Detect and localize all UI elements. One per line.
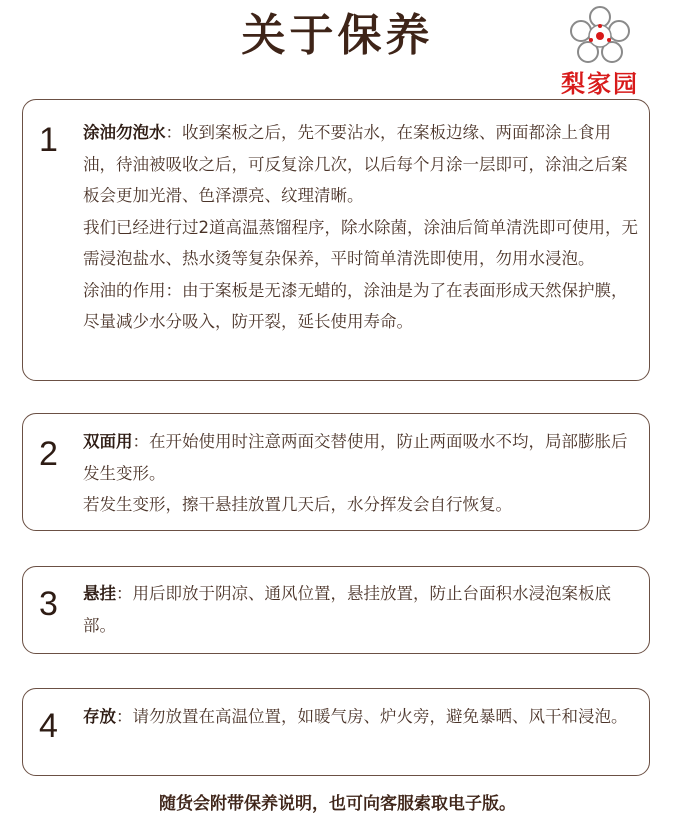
item-text: ：收到案板之后，先不要沾水，在案板边缘、两面都涂上食用油，待油被吸收之后，可反复涂几次，以后每个月涂一层即可，涂油之后案板会更加光滑、色泽漂亮、纹理清晰。 — [83, 123, 628, 205]
care-item-card — [22, 688, 650, 776]
care-item-card — [22, 413, 650, 531]
care-item-card — [22, 566, 650, 654]
item-paragraph: 若发生变形，擦干悬挂放置几天后，水分挥发会自行恢复。 — [83, 495, 512, 514]
item-text: ：请勿放置在高温位置，如暖气房、炉火旁，避免暴晒、风干和浸泡。 — [116, 707, 628, 726]
item-paragraph: 涂油的作用：由于案板是无漆无蜡的，涂油是为了在表面形成天然保护膜，尽量减少水分吸入，防开裂，延长使用寿命。 — [83, 280, 628, 331]
item-body — [83, 117, 639, 338]
item-body — [83, 701, 639, 733]
item-number: 4 — [39, 707, 58, 745]
item-heading: 涂油勿泡水 — [83, 123, 166, 142]
care-item-card — [22, 99, 650, 381]
item-number: 2 — [39, 435, 58, 473]
page-title: 关于保养 — [241, 10, 434, 61]
brand-logo-text: 梨家园 — [561, 69, 639, 98]
item-text: ：在开始使用时注意两面交替使用，防止两面吸水不均，局部膨胀后发生变形。 — [83, 432, 628, 483]
item-text: ：用后即放于阴凉、通风位置，悬挂放置，防止台面积水浸泡案板底部。 — [83, 584, 611, 635]
item-paragraph — [83, 578, 639, 641]
item-heading: 悬挂 — [83, 584, 116, 603]
item-paragraph: 我们已经进行过2道高温蒸馏程序，除水除菌，涂油后简单清洗即可使用，无需浸泡盐水、热水烫等复杂保养，平时简单清洗即使用，勿用水浸泡。 — [83, 217, 638, 268]
item-paragraph — [83, 426, 639, 489]
item-body — [83, 578, 639, 641]
brand-logo — [548, 4, 652, 104]
item-heading: 双面用 — [83, 432, 133, 451]
item-heading: 存放 — [83, 707, 116, 726]
item-paragraph — [83, 117, 639, 212]
item-body — [83, 426, 639, 521]
item-number: 1 — [39, 121, 58, 159]
footer-note: 随货会附带保养说明，也可向客服索取电子版。 — [159, 794, 516, 814]
item-number: 3 — [39, 585, 58, 623]
item-paragraph — [83, 701, 639, 733]
